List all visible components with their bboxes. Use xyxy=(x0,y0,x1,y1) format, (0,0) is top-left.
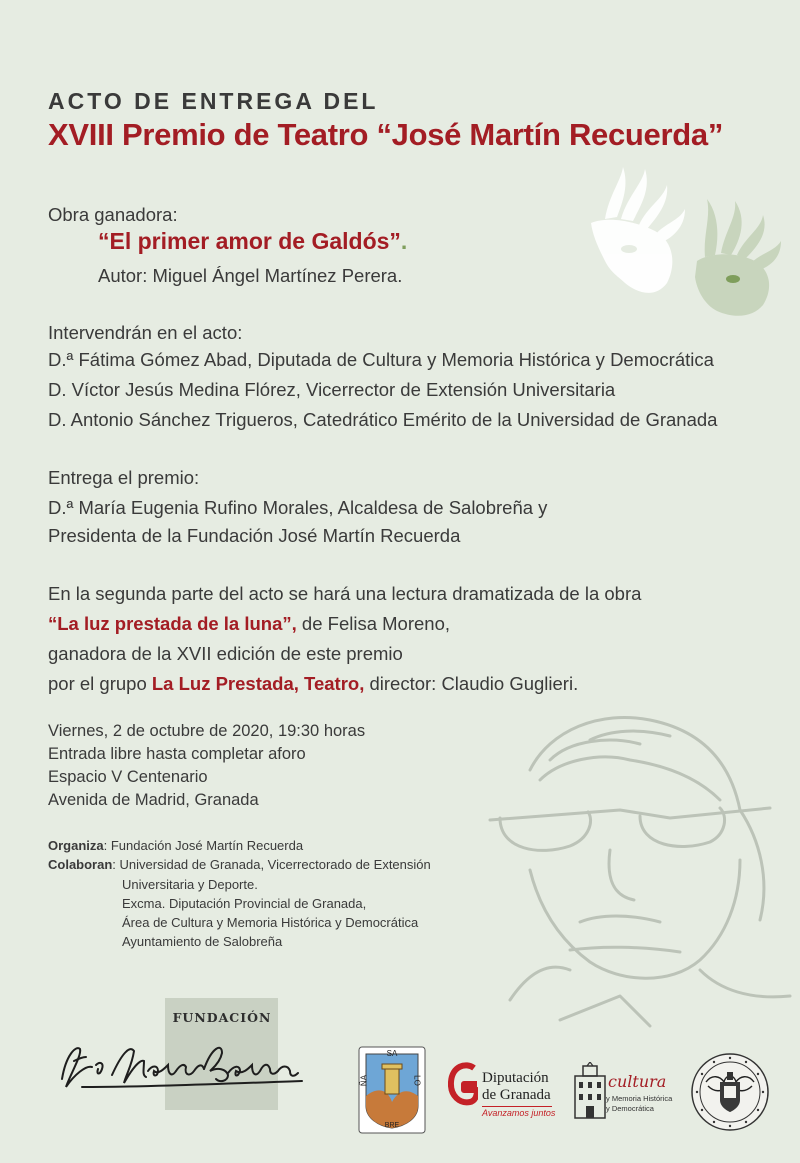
salobrena-letters-left: ÑA xyxy=(359,1074,369,1087)
cultura-line2: y Memoria Histórica xyxy=(606,1094,673,1103)
speaker-item: D.ª Fátima Gómez Abad, Diputada de Cultura y Memoria Histórica y Democrática xyxy=(48,349,714,370)
green-mask-icon xyxy=(695,199,781,316)
building-facade-icon xyxy=(573,1062,607,1120)
colaboran-item: Universitaria y Deporte. xyxy=(122,877,258,892)
organiza-label: Organiza xyxy=(48,838,104,853)
colaboran-label: Colaboran xyxy=(48,857,113,872)
speakers-label: Intervendrán en el acto: xyxy=(48,322,243,343)
white-mask-icon xyxy=(591,167,685,293)
diputacion-divider xyxy=(482,1106,552,1107)
organiza-value: : Fundación José Martín Recuerda xyxy=(103,838,304,853)
university-seal-logo xyxy=(690,1052,770,1132)
organiza-line xyxy=(48,837,303,855)
theatre-masks-illustration xyxy=(585,165,785,325)
mask-eye-icon xyxy=(726,275,740,283)
colaboran-item: Área de Cultura y Memoria Histórica y Democrática xyxy=(122,915,419,930)
reading-work-author: de Felisa Moreno, xyxy=(296,613,451,634)
reading-group-prefix: por el grupo xyxy=(48,673,152,694)
reading-line: ganadora de la XVII edición de este premio xyxy=(48,643,403,664)
winning-work-dot: . xyxy=(400,228,408,254)
presenter-line: D.ª María Eugenia Rufino Morales, Alcaldesa de Salobreña y xyxy=(48,497,548,518)
winning-work-name: “El primer amor de Galdós” xyxy=(98,228,401,254)
fundacion-signature-logo xyxy=(52,1035,312,1095)
presenter-line: Presidenta de la Fundación José Martín Recuerda xyxy=(48,525,461,546)
reading-work-line xyxy=(48,611,450,637)
event-kicker: ACTO DE ENTREGA DEL xyxy=(48,88,379,114)
colaboran-item: Ayuntamiento de Salobreña xyxy=(122,934,283,949)
diputacion-name-line2: de Granada xyxy=(482,1087,551,1103)
salobrena-letters-right: LO xyxy=(412,1075,422,1086)
colaboran-line xyxy=(48,856,431,874)
winning-work-title xyxy=(98,228,407,255)
diputacion-name-line1: Diputación xyxy=(482,1070,549,1086)
colaboran-item: Excma. Diputación Provincial de Granada, xyxy=(122,896,367,911)
reading-director: director: Claudio Guglieri. xyxy=(364,673,579,694)
cultura-wordmark: cultura xyxy=(608,1072,667,1091)
salobrena-shield-logo xyxy=(358,1046,426,1134)
speaker-item: D. Antonio Sánchez Trigueros, Catedrático Emérito de la Universidad de Granada xyxy=(48,409,718,430)
mask-eye-icon xyxy=(621,245,637,253)
portrait-sketch-illustration xyxy=(470,700,800,1030)
event-title: XVIII Premio de Teatro “José Martín Recuerda” xyxy=(48,117,724,152)
salobrena-letters-top: SA xyxy=(386,1049,398,1058)
reading-group-name: La Luz Prestada, Teatro, xyxy=(151,673,365,694)
reading-work-title: “La luz prestada de la luna”, xyxy=(48,613,297,634)
presenter-label: Entrega el premio: xyxy=(48,467,200,488)
event-address: Avenida de Madrid, Granada xyxy=(48,791,259,809)
diputacion-g-logo xyxy=(448,1062,478,1106)
diputacion-tagline: Avanzamos juntos xyxy=(482,1108,556,1118)
speaker-item: D. Víctor Jesús Medina Flórez, Vicerrector de Extensión Universitaria xyxy=(48,379,616,400)
event-entry: Entrada libre hasta completar aforo xyxy=(48,745,306,763)
reading-line: En la segunda parte del acto se hará una lectura dramatizada de la obra xyxy=(48,583,642,604)
cultura-line3: y Democrática xyxy=(606,1104,654,1113)
fundacion-label: FUNDACIÓN xyxy=(172,1010,272,1025)
event-venue: Espacio V Centenario xyxy=(48,768,208,786)
winner-label: Obra ganadora: xyxy=(48,204,178,225)
winning-work-author: Autor: Miguel Ángel Martínez Perera. xyxy=(98,265,403,286)
colaboran-value: : Universidad de Granada, Vicerrectorado de Extensión xyxy=(112,857,431,872)
event-datetime: Viernes, 2 de octubre de 2020, 19:30 horas xyxy=(48,722,366,740)
reading-group-line xyxy=(48,671,578,697)
salobrena-letters-bottom: BRE xyxy=(384,1122,400,1129)
